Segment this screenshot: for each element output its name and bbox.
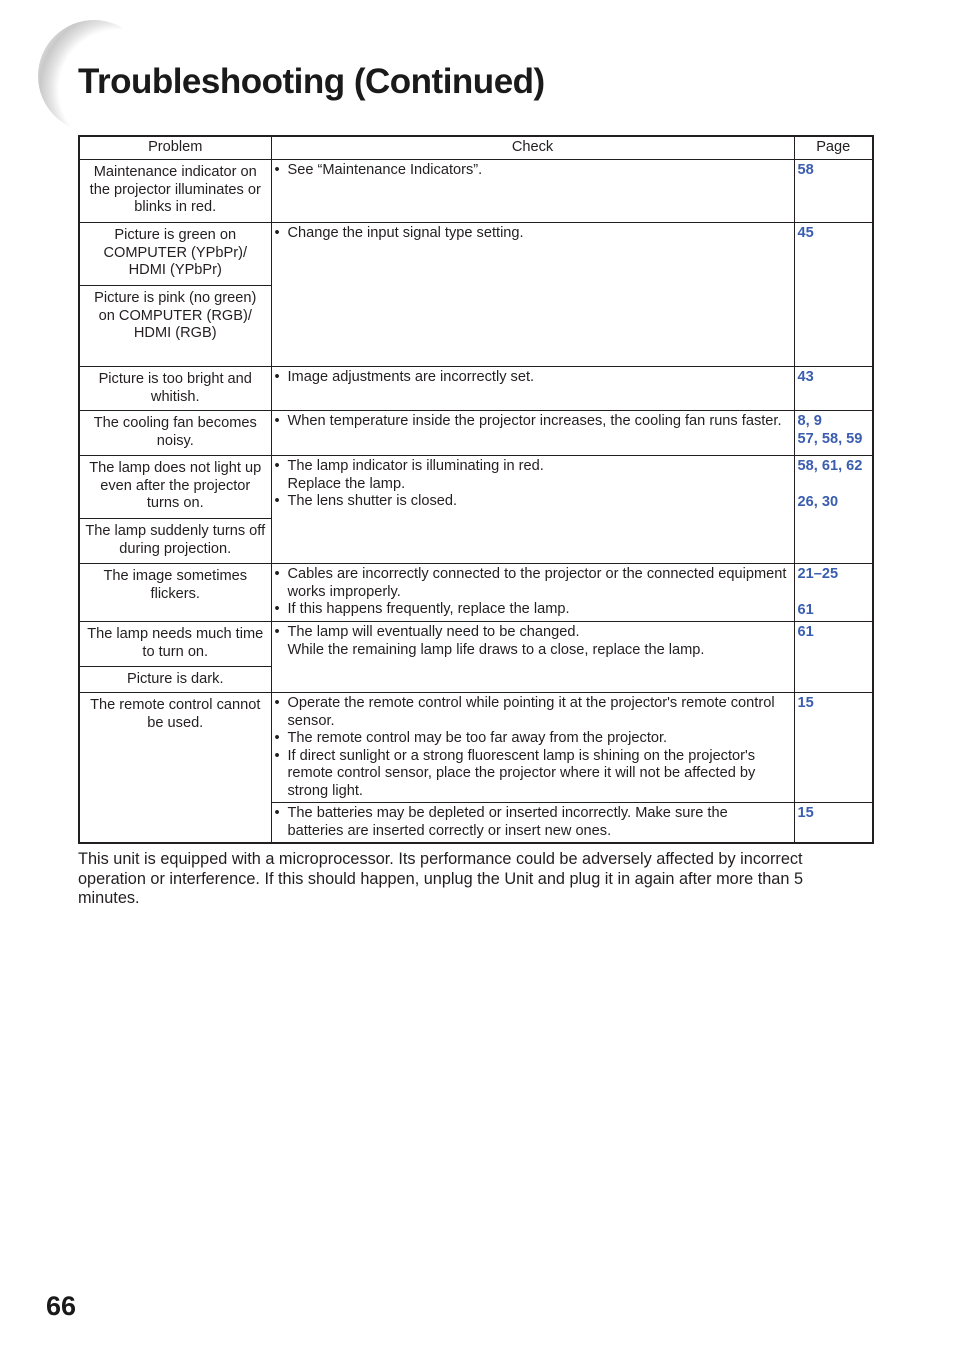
table-row xyxy=(79,693,873,803)
check-cell xyxy=(271,693,794,803)
check-cell xyxy=(271,564,794,622)
table-row xyxy=(79,411,873,456)
check-bullet: • If this happens frequently, replace the lamp. xyxy=(275,601,788,619)
check-bullet: • See “Maintenance Indicators”. xyxy=(275,162,788,180)
check-bullet: • Change the input signal type setting. xyxy=(275,225,788,243)
table-row xyxy=(79,223,873,286)
page-cell xyxy=(794,564,873,622)
check-bullet: • The lamp indicator is illuminating in red. xyxy=(275,458,788,476)
page-number: 66 xyxy=(46,1291,77,1321)
header-problem: Problem xyxy=(79,136,271,160)
check-cell xyxy=(271,223,794,367)
page-link[interactable]: 26, 30 xyxy=(797,493,839,510)
page-cell xyxy=(794,411,873,456)
page-cell xyxy=(794,223,873,367)
table-header-row xyxy=(79,136,873,160)
check-bullet-continuation: While the remaining lamp life draws to a close, replace the lamp. xyxy=(287,641,705,658)
page-link[interactable]: 45 xyxy=(797,225,814,241)
page-title: Troubleshooting (Continued) xyxy=(78,62,545,101)
page-link[interactable]: 8, 9 xyxy=(797,413,822,429)
problem-cell: Picture is pink (no green) on COMPUTER (RGB)/ HDMI (RGB) xyxy=(79,286,271,367)
problem-cell: Maintenance indicator on the projector illuminates or blinks in red. xyxy=(79,160,271,223)
page-link[interactable]: 57, 58, 59 xyxy=(797,430,863,447)
check-cell xyxy=(271,456,794,564)
check-cell xyxy=(271,411,794,456)
problem-cell: The cooling fan becomes noisy. xyxy=(79,411,271,456)
problem-cell: Picture is dark. xyxy=(79,667,271,693)
page-link[interactable]: 61 xyxy=(797,624,814,640)
problem-cell: The remote control cannot be used. xyxy=(79,693,271,844)
header-check: Check xyxy=(271,136,794,160)
page-cell xyxy=(794,456,873,564)
problem-cell: The image sometimes flickers. xyxy=(79,564,271,622)
problem-cell: Picture is too bright and whitish. xyxy=(79,367,271,411)
page-cell xyxy=(794,367,873,411)
page-link[interactable]: 15 xyxy=(797,695,814,711)
check-bullet: • The lamp will eventually need to be changed. xyxy=(275,624,788,642)
problem-cell: The lamp does not light up even after the projector turns on. xyxy=(79,456,271,519)
check-bullet: • Image adjustments are incorrectly set. xyxy=(275,369,788,387)
check-bullet: • The remote control may be too far away from the projector. xyxy=(275,730,788,748)
check-bullet-continuation: Replace the lamp. xyxy=(287,475,406,492)
header-page: Page xyxy=(794,136,873,160)
check-bullet: • Cables are incorrectly connected to the projector or the connected equipment works improperly. xyxy=(275,566,788,601)
check-cell xyxy=(271,160,794,223)
check-bullet: • Operate the remote control while pointing it at the projector's remote control sensor. xyxy=(275,695,788,730)
table-row xyxy=(79,564,873,622)
table-row xyxy=(79,367,873,411)
check-bullet: • If direct sunlight or a strong fluorescent lamp is shining on the projector's remote control sensor, place the projector where it will not be affected by strong light. xyxy=(275,748,788,801)
table-row xyxy=(79,160,873,223)
check-cell xyxy=(271,803,794,844)
problem-cell: Picture is green on COMPUTER (YPbPr)/ HDMI (YPbPr) xyxy=(79,223,271,286)
check-cell xyxy=(271,367,794,411)
page-link[interactable]: 43 xyxy=(797,369,814,385)
check-cell xyxy=(271,622,794,693)
page-cell xyxy=(794,160,873,223)
page-link[interactable]: 58 xyxy=(797,162,814,178)
problem-cell: The lamp needs much time to turn on. xyxy=(79,622,271,667)
check-bullet: • When temperature inside the projector increases, the cooling fan runs faster. xyxy=(275,413,788,431)
table-row xyxy=(79,456,873,519)
page-link[interactable]: 61 xyxy=(797,601,814,618)
problem-cell: The lamp suddenly turns off during projection. xyxy=(79,519,271,564)
footnote: This unit is equipped with a microprocessor. Its performance could be adversely affected by incorrect operation or interference. If this should happen, unplug the Unit and plug it in again after more than 5 minutes. xyxy=(78,850,803,907)
page-cell xyxy=(794,803,873,844)
check-bullet: • The lens shutter is closed. xyxy=(275,493,788,511)
table-row xyxy=(79,622,873,667)
page-cell xyxy=(794,622,873,693)
check-bullet: • The batteries may be depleted or inserted incorrectly. Make sure the batteries are inserted correctly or insert new ones. xyxy=(275,805,788,840)
page-link[interactable]: 58, 61, 62 xyxy=(797,458,863,474)
page-link[interactable]: 21–25 xyxy=(797,566,839,582)
troubleshooting-table xyxy=(78,135,874,844)
page-link[interactable]: 15 xyxy=(797,805,814,821)
page-cell xyxy=(794,693,873,803)
